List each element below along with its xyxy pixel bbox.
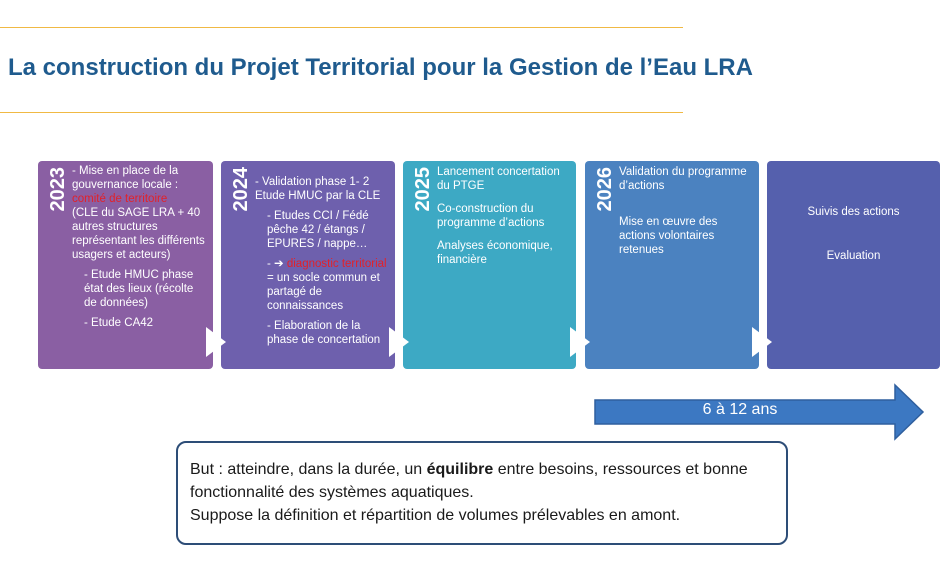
- phase-item: Lancement concertation du PTGE: [437, 166, 560, 192]
- goal-text-part: entre besoins, ressources et bonne fonctionnalité des systèmes aquatiques.: [190, 461, 748, 501]
- phase-followup-box: [767, 161, 940, 369]
- phase-year: 2025: [412, 167, 434, 212]
- phase-content: [437, 165, 570, 276]
- phase-item: Co-construction du programme d’actions: [437, 203, 545, 229]
- connector-arrow-icon: [389, 327, 409, 357]
- phase-item: - Etude HMUC phase état des lieux (récolte de données): [84, 269, 194, 309]
- phase-item: Validation du programme d’actions: [619, 166, 747, 192]
- goal-text-part: But : atteindre, dans la durée, un: [190, 461, 427, 478]
- goal-emphasis: équilibre: [426, 461, 494, 478]
- phase-content: [255, 175, 389, 353]
- phase-item: [255, 257, 389, 313]
- phase-item: Analyses économique, financière: [437, 240, 553, 266]
- phase-item: - Elaboration de la phase de concertation: [267, 320, 381, 346]
- page-title: La construction du Projet Territorial pour la Gestion de l’Eau LRA: [8, 54, 753, 81]
- phase-2024-box: [221, 161, 395, 369]
- phase-year: 2024: [230, 167, 252, 212]
- connector-arrow-icon: [752, 327, 772, 357]
- phase-2026-box: [585, 161, 759, 369]
- highlight-text: comité de territoire: [72, 193, 168, 205]
- duration-label: 6 à 12 ans: [702, 401, 778, 418]
- phase-item-text: (CLE du SAGE LRA + 40 autres structures représentant les différents usagers et acteurs): [72, 207, 205, 261]
- phase-item: Mise en œuvre des actions volontaires retenues: [619, 216, 718, 256]
- connector-arrow-icon: [206, 327, 226, 357]
- phase-2025-box: [403, 161, 576, 369]
- goal-box: [176, 441, 788, 545]
- phase-item-text: = un socle commun et partagé de connaissances: [267, 272, 380, 312]
- phase-2023-box: [38, 161, 213, 369]
- phase-item: Suivis des actions: [807, 206, 900, 218]
- bottom-rule: [0, 112, 683, 113]
- phase-content: [773, 205, 934, 293]
- phase-content: [619, 165, 753, 266]
- phase-item: [72, 164, 207, 262]
- top-rule: [0, 27, 683, 28]
- phase-item-text: - ➔: [267, 258, 287, 270]
- goal-text: [190, 458, 786, 504]
- phase-item: Evaluation: [826, 250, 881, 262]
- phase-item: - Etude CA42: [84, 317, 154, 329]
- highlight-text: diagnostic territorial: [286, 258, 387, 270]
- phase-year: 2023: [47, 167, 69, 212]
- phase-item: - Etudes CCI / Fédé pêche 42 / étangs / EPURES / nappe…: [267, 210, 369, 250]
- goal-text-line: Suppose la définition et répartition de volumes prélevables en amont.: [190, 507, 681, 524]
- phase-item: - Validation phase 1- 2 Etude HMUC par la CLE: [255, 176, 381, 202]
- connector-arrow-icon: [570, 327, 590, 357]
- phase-content: [72, 164, 207, 336]
- phase-year: 2026: [594, 167, 616, 212]
- phase-item-text: - Mise en place de la gouvernance locale :: [72, 165, 179, 191]
